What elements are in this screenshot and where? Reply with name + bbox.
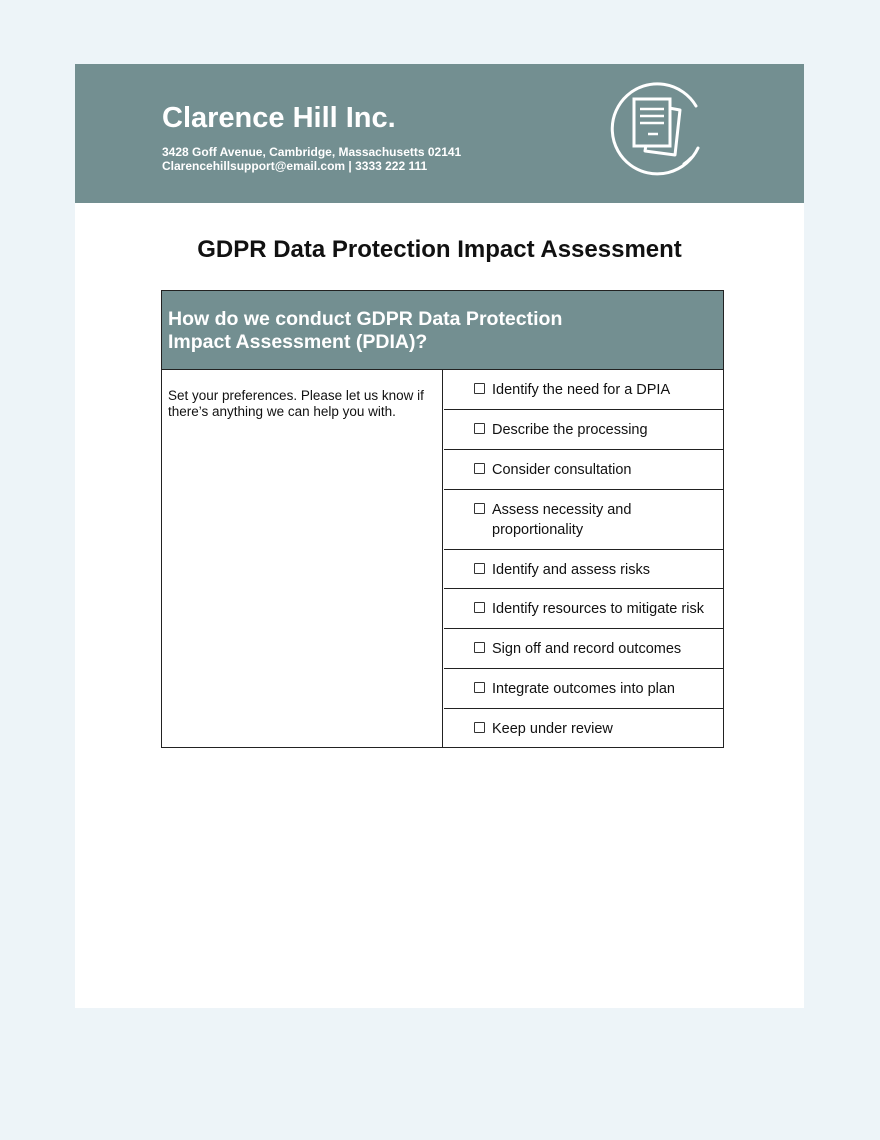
- assessment-table: [161, 290, 724, 748]
- checklist-item-label: Consider consultation: [492, 462, 632, 478]
- table-header: [162, 291, 723, 370]
- checkbox[interactable]: [474, 602, 485, 613]
- table-heading: How do we conduct GDPR Data Protection Impact Assessment (PDIA)?: [168, 308, 563, 353]
- checklist-item-label: Identify and assess risks: [492, 562, 650, 578]
- checklist-item-label: Integrate outcomes into plan: [492, 681, 675, 697]
- checklist-item[interactable]: [444, 550, 723, 589]
- checklist-item[interactable]: [444, 589, 723, 629]
- intro-text: Set your preferences. Please let us know if there’s anything we can help you with.: [168, 388, 424, 419]
- checkbox[interactable]: [474, 563, 485, 574]
- checkbox[interactable]: [474, 383, 485, 394]
- company-name: Clarence Hill Inc.: [162, 102, 396, 134]
- checkbox[interactable]: [474, 463, 485, 474]
- checkbox[interactable]: [474, 682, 485, 693]
- checklist-item[interactable]: [444, 370, 723, 410]
- checklist-item-label: Assess necessity and proportionality: [492, 502, 632, 538]
- checklist-item-label: Identify the need for a DPIA: [492, 382, 671, 398]
- checkbox[interactable]: [474, 642, 485, 653]
- checklist-item-label: Sign off and record outcomes: [492, 641, 682, 657]
- checklist-item[interactable]: [444, 669, 723, 709]
- documents-icon: [608, 78, 708, 178]
- letterhead: [75, 64, 804, 203]
- checklist-item[interactable]: [444, 450, 723, 490]
- checklist-item-label: Describe the processing: [492, 422, 648, 438]
- page-title: GDPR Data Protection Impact Assessment: [197, 236, 682, 263]
- intro-cell: [162, 370, 443, 747]
- checklist-item[interactable]: [444, 629, 723, 669]
- checklist-item-label: Identify resources to mitigate risk: [492, 601, 704, 617]
- checkbox[interactable]: [474, 722, 485, 733]
- company-contact: Clarencehillsupport@email.com | 3333 222 111: [162, 159, 428, 173]
- checklist-item[interactable]: [444, 490, 723, 550]
- checklist-item[interactable]: [444, 709, 723, 747]
- checkbox[interactable]: [474, 423, 485, 434]
- checklist-item-label: Keep under review: [492, 721, 613, 737]
- company-address: 3428 Goff Avenue, Cambridge, Massachusetts 02141: [162, 145, 462, 159]
- document-page: [75, 64, 804, 1008]
- checklist-item[interactable]: [444, 410, 723, 450]
- checklist: [444, 370, 723, 747]
- checkbox[interactable]: [474, 503, 485, 514]
